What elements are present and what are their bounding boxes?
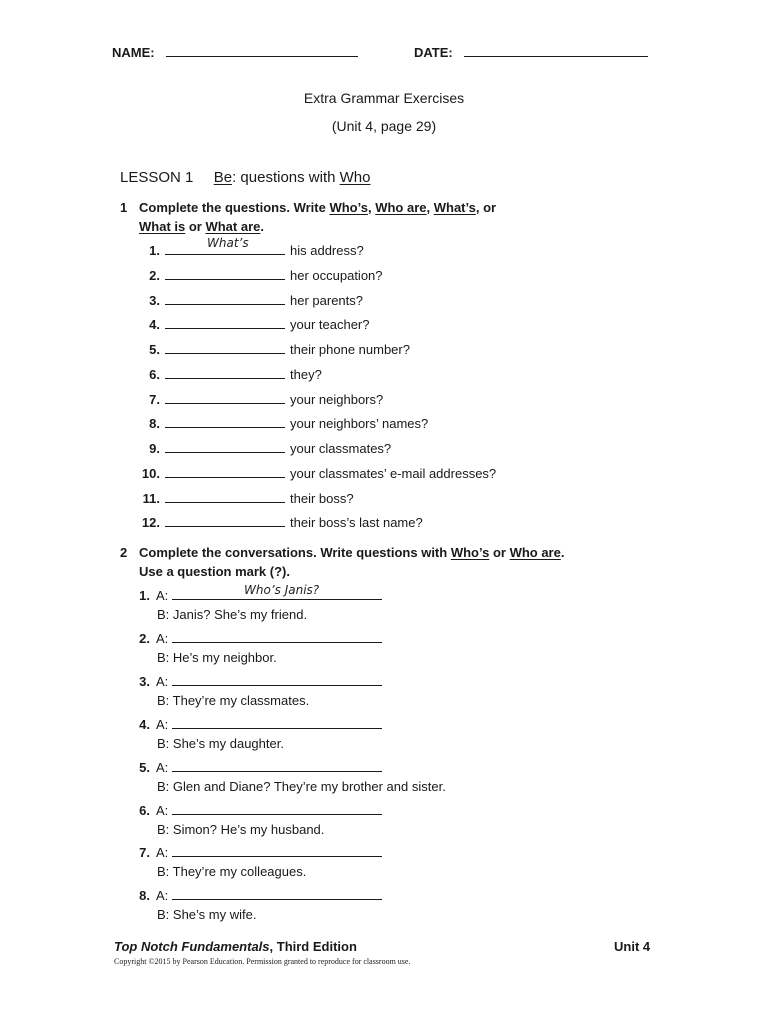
conversation-item xyxy=(136,844,382,879)
item-number: 8. xyxy=(149,416,160,432)
conversation-item xyxy=(136,673,382,708)
speaker-b-line: B: She’s my wife. xyxy=(157,907,257,923)
answer-blank[interactable] xyxy=(165,415,285,428)
answer-blank[interactable] xyxy=(165,242,285,255)
conversation-item xyxy=(136,759,446,794)
item-number: 2. xyxy=(149,267,160,283)
speaker-b-line: B: Simon? He’s my husband. xyxy=(157,821,325,837)
question-text: your teacher? xyxy=(290,317,370,333)
exercise2-option: Who’s xyxy=(450,545,490,560)
answer-blank[interactable] xyxy=(165,465,285,478)
conversation-item xyxy=(136,716,382,751)
item-number: 10. xyxy=(141,465,160,481)
item-number: 5. xyxy=(139,759,150,775)
item-number: 2. xyxy=(139,630,150,646)
answer-blank[interactable] xyxy=(165,391,285,404)
question-text: their boss’s last name? xyxy=(290,515,423,531)
question-text: your neighbors’ names? xyxy=(290,416,429,432)
question-text: their phone number? xyxy=(290,342,410,357)
question-text: their boss? xyxy=(290,490,354,506)
question-text: her occupation? xyxy=(290,267,383,283)
item-number: 9. xyxy=(149,441,160,456)
item-number: 12. xyxy=(141,515,160,531)
answer-blank[interactable] xyxy=(172,716,382,729)
speaker-b-line: B: She’s my daughter. xyxy=(157,735,284,751)
answer-blank[interactable] xyxy=(172,844,382,857)
answer-blank[interactable] xyxy=(172,673,382,686)
exercise1-option: Who’s xyxy=(329,200,368,215)
answer-blank[interactable] xyxy=(172,887,382,900)
answer-blank[interactable] xyxy=(172,587,382,600)
exercise1-item xyxy=(140,440,391,458)
speaker-b-line: B: Janis? She’s my friend. xyxy=(157,607,308,622)
answer-blank[interactable] xyxy=(165,341,285,354)
lesson-who: Who xyxy=(339,169,371,186)
lesson-heading xyxy=(120,169,370,186)
footer-unit: Unit 4 xyxy=(614,939,651,954)
answer-blank[interactable] xyxy=(172,759,382,772)
footer-copyright: Copyright ©2015 by Pearson Education. Permission granted to reproduce for classroom use. xyxy=(114,957,411,966)
exercise1-item xyxy=(140,242,364,260)
exercise1-number: 1 xyxy=(120,200,128,215)
name-input-line[interactable] xyxy=(166,42,358,57)
exercise1-item xyxy=(140,366,322,384)
answer-blank[interactable] xyxy=(165,366,285,379)
exercise1-instr-text: Complete the questions. Write xyxy=(139,200,330,215)
page-title: Extra Grammar Exercises xyxy=(303,90,465,106)
item-number: 4. xyxy=(149,317,160,333)
speaker-a-label: A: xyxy=(156,716,169,732)
item-number: 4. xyxy=(139,716,150,732)
conversation-item xyxy=(136,802,382,837)
item-number: 7. xyxy=(149,391,160,407)
answer-blank[interactable] xyxy=(165,292,285,305)
name-label: NAME: xyxy=(112,45,155,60)
speaker-a-label: A: xyxy=(156,802,169,818)
exercise1-item xyxy=(140,465,496,483)
speaker-a-label: A: xyxy=(156,759,169,775)
exercise2-number: 2 xyxy=(120,545,128,560)
conversation-item xyxy=(136,630,382,665)
exercise1-example-answer: What’s xyxy=(207,236,249,250)
footer-edition: , Third Edition xyxy=(269,939,357,954)
answer-blank[interactable] xyxy=(165,514,285,527)
speaker-a-label: A: xyxy=(156,888,169,904)
exercise2-instr-text: Complete the conversations. Write questions with xyxy=(139,545,451,560)
exercise1-item xyxy=(140,292,363,310)
lesson-be: Be xyxy=(213,169,233,186)
footer-book-title: Top Notch Fundamentals xyxy=(114,939,270,954)
exercise1-option: What is xyxy=(139,219,186,234)
answer-blank[interactable] xyxy=(172,630,382,643)
exercise2-example-answer: Who’s Janis? xyxy=(244,583,320,597)
speaker-a-label: A: xyxy=(156,630,169,646)
item-number: 6. xyxy=(139,802,150,818)
answer-blank[interactable] xyxy=(165,267,285,280)
question-text: her parents? xyxy=(290,292,363,308)
conversation-item xyxy=(136,887,382,922)
item-number: 11. xyxy=(142,490,160,506)
exercise2-instructions: 2 Complete the conversations. Write questions with Who’s or Who are. Use a question mark (?). xyxy=(120,545,565,579)
speaker-b-line: B: He’s my neighbor. xyxy=(157,649,277,665)
item-number: 3. xyxy=(139,673,150,689)
item-number: 7. xyxy=(139,845,150,861)
question-text: your neighbors? xyxy=(290,391,384,407)
speaker-b-line: B: They’re my colleagues. xyxy=(157,864,307,880)
item-number: 5. xyxy=(149,342,160,357)
exercise1-item xyxy=(140,490,354,508)
question-text: his address? xyxy=(290,243,364,258)
exercise1-item xyxy=(140,391,383,409)
answer-blank[interactable] xyxy=(165,440,285,453)
answer-blank[interactable] xyxy=(165,316,285,329)
lesson-middle: : questions with xyxy=(232,169,340,186)
item-number: 8. xyxy=(139,888,150,904)
speaker-b-line: B: Glen and Diane? They’re my brother and sister. xyxy=(157,778,446,794)
lesson-label: LESSON 1 xyxy=(120,169,194,186)
exercise1-item xyxy=(140,415,428,433)
name-field xyxy=(112,42,358,60)
question-text: your classmates? xyxy=(290,441,392,456)
footer-book xyxy=(114,939,357,954)
exercise1-option: What’s xyxy=(433,200,476,215)
item-number: 3. xyxy=(149,292,160,308)
item-number: 1. xyxy=(149,243,160,258)
exercise1-item xyxy=(140,341,410,359)
exercise1-instructions: 1 Complete the questions. Write Who’s, Who are, What’s, or What is or What are. xyxy=(120,200,497,234)
answer-blank[interactable] xyxy=(172,802,382,815)
item-number: 1. xyxy=(139,588,150,603)
exercise2-instr-line2: Use a question mark (?). xyxy=(139,564,290,579)
item-number: 6. xyxy=(149,366,160,382)
speaker-a-label: A: xyxy=(156,588,169,603)
date-field xyxy=(414,42,648,60)
question-text: your classmates’ e-mail addresses? xyxy=(290,465,497,481)
exercise2-option: Who are xyxy=(509,545,561,560)
exercise1-option: What are xyxy=(205,219,261,234)
answer-blank[interactable] xyxy=(165,490,285,503)
speaker-b-line: B: They’re my classmates. xyxy=(157,692,310,708)
exercise1-item xyxy=(140,316,370,334)
question-text: they? xyxy=(290,366,322,382)
page-subtitle: (Unit 4, page 29) xyxy=(331,118,437,134)
date-input-line[interactable] xyxy=(464,42,648,57)
speaker-a-label: A: xyxy=(156,673,169,689)
conversation-item xyxy=(136,587,382,622)
exercise1-item xyxy=(140,514,423,532)
exercise1-option: Who are xyxy=(375,200,427,215)
speaker-a-label: A: xyxy=(156,845,169,861)
date-label: DATE: xyxy=(414,45,453,60)
exercise1-item xyxy=(140,267,383,285)
